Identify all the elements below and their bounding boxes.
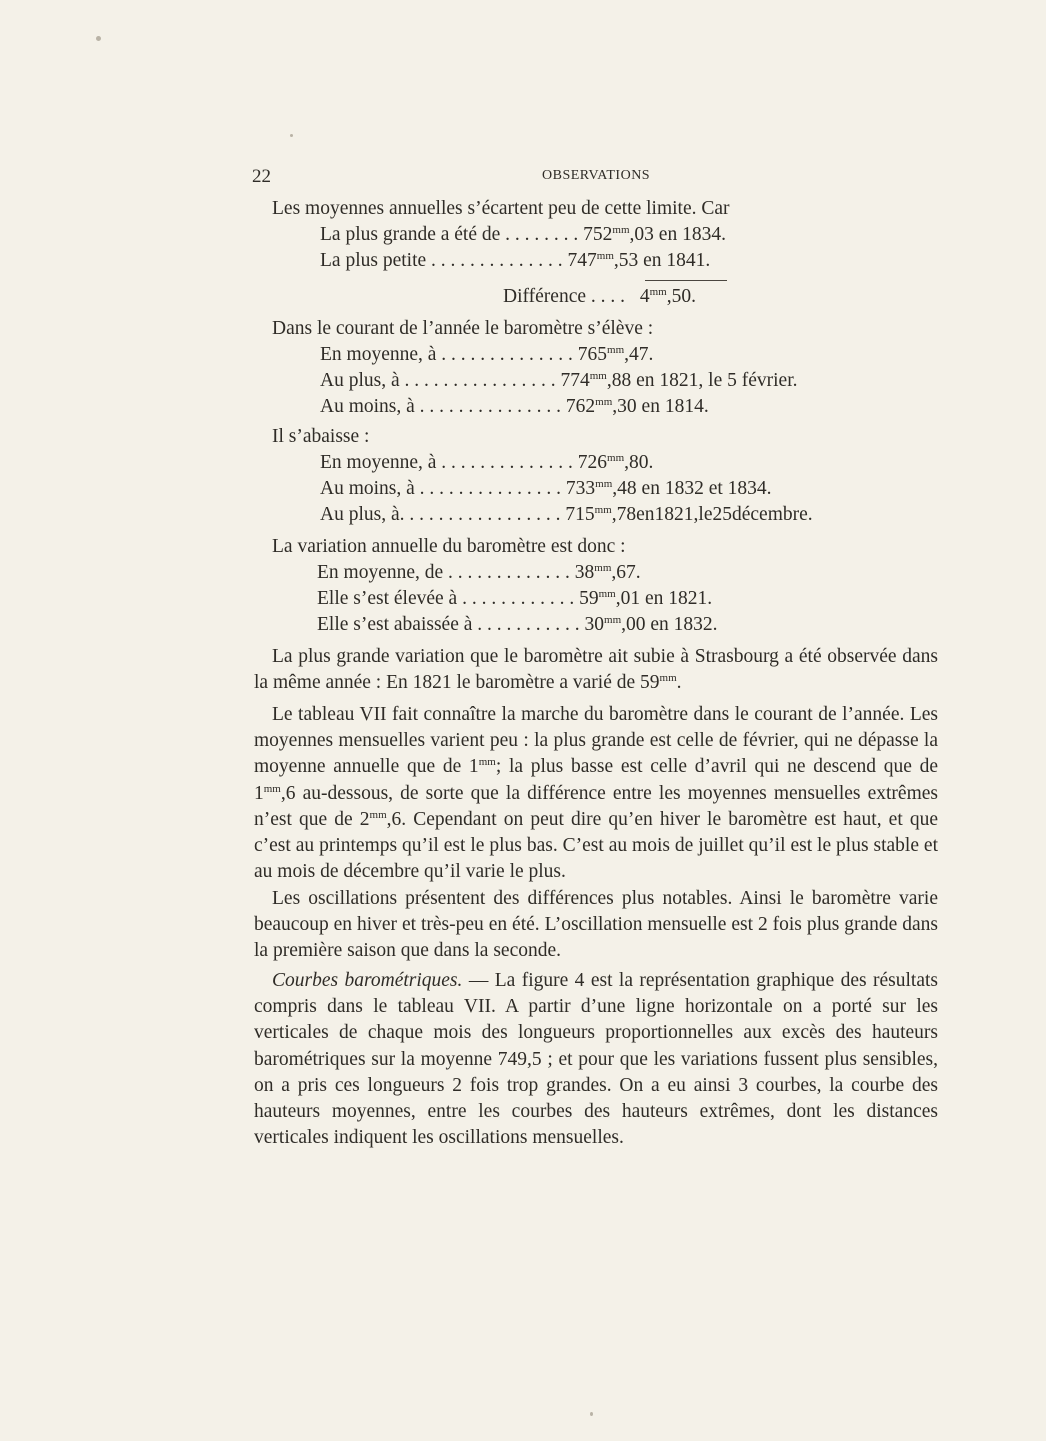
rises-most-line [320,368,798,394]
page-speck [96,36,101,41]
row-label: Au moins, à . . . . . . . . . . . . . . . [320,478,562,499]
falls-most-line [320,502,813,528]
row-label: Au plus, à . . . . . . . . . . . . . . . . [320,370,556,391]
row-label: En moyenne, à . . . . . . . . . . . . . . [320,344,573,365]
rises-intro-line: Dans le courant de l’année le baromètre s’élève : [272,318,654,339]
row-value: $38^{mm},67$. [574,562,641,583]
row-value: $30^{mm},00$ en 1832. [584,614,718,635]
row-value: $762^{mm},30$ en 1814. [565,396,709,417]
paragraph-max-variation: La plus grande variation que le baromètre ait subie à Strasbourg a été observée dans la même année : En 1821 le baromètre a varié de $59^{mm}$. [254,646,938,694]
row-label: En moyenne, de . . . . . . . . . . . . . [317,562,570,583]
rises-least-line [320,394,709,420]
variation-intro-line: La variation annuelle du baromètre est donc : [272,536,626,557]
falls-intro-line: Il s’abaisse : [272,426,370,447]
running-title: OBSERVATIONS [542,168,651,183]
falls-least-line [320,476,772,502]
variation-high-line [317,586,712,612]
row-label: Au moins, à . . . . . . . . . . . . . . . [320,396,562,417]
row-value: $726^{mm},80$. [577,452,654,473]
row-label: En moyenne, à . . . . . . . . . . . . . . [320,452,573,473]
paragraph-monthly-means: Le tableau VII fait connaître la marche du baromètre dans le courant de l’année. Les moyennes mensuelles varient peu : la plus grande est celle de février, qui ne dépasse la moyenne annuelle que de $1^{mm}$; la plus basse est celle d’avril qui ne descend que de $1^{mm},6$ au-dessous, de sorte que la différence entre les moyennes mensuelles extrêmes n’est que de $2^{mm},6$. Cependant on peut dire qu’en hiver le baromètre est haut, et que c’est au printemps qu’il est le plus bas. C’est au mois de juillet qu’il est le plus stable et au mois de décembre qu’il varie le plus. [254,704,938,883]
variation-low-line [317,612,718,638]
row-label: Elle s’est élevée à . . . . . . . . . . . . [317,588,575,609]
rises-average-line [320,342,653,368]
row-label: Au plus, à. . . . . . . . . . . . . . . . . [320,504,561,525]
sum-rule [645,280,727,281]
row-value: $4^{mm},50$. [639,286,696,307]
page-header [252,166,940,192]
page-speck [590,1412,593,1416]
row-label: La plus petite . . . . . . . . . . . . . . [320,250,563,271]
row-label: Différence . . . . [503,286,625,307]
row-label: La plus grande a été de . . . . . . . . [320,224,579,245]
paragraph-oscillations: Les oscillations présentent des différences plus notables. Ainsi le baromètre varie beaucoup en hiver et très-peu en été. L’oscillation mensuelle est 2 fois plus grande dans la première saison que dans la seconde. [254,888,938,962]
row-value: $752^{mm},03$ en 1834. [583,224,726,245]
difference-line [503,284,696,310]
paragraph-barometric-curves: Courbes barométriques. — La figure 4 est la représentation graphique des résultats compris dans le tableau VII. A partir d’une ligne horizontale on a porté sur les verticales de chaque mois des longueurs proportionnelles aux excès des hauteurs barométriques sur la moyenne 749,5 ; et pour que les variations fussent plus sensibles, on a pris ces longueurs 2 fois trop grandes. On a eu ainsi 3 courbes, la courbe des hauteurs moyennes, entre les courbes des hauteurs extrêmes, dont les distances verticales indiquent les oscillations mensuelles. [254,970,939,1149]
section-title: Courbes barométriques. [272,970,463,991]
row-value: $733^{mm},48$ en 1832 et 1834. [565,478,772,499]
page-number: 22 [252,166,271,187]
row-value: $59^{mm},01$ en 1821. [579,588,713,609]
row-value: $765^{mm},47$. [577,344,654,365]
min-annual-line [320,248,710,274]
row-value: $774^{mm},88$ en 1821, le 5 février. [560,370,798,391]
row-label: Elle s’est abaissée à . . . . . . . . . . . [317,614,580,635]
row-value: $715^{mm},78en1821,le25décembre$. [565,504,813,525]
row-value: $747^{mm},53$ en 1841. [567,250,711,271]
falls-average-line [320,450,653,476]
intro-line: Les moyennes annuelles s’écartent peu de cette limite. Car [272,198,730,219]
variation-average-line [317,560,641,586]
page-speck [290,134,293,137]
max-annual-line [320,222,726,248]
